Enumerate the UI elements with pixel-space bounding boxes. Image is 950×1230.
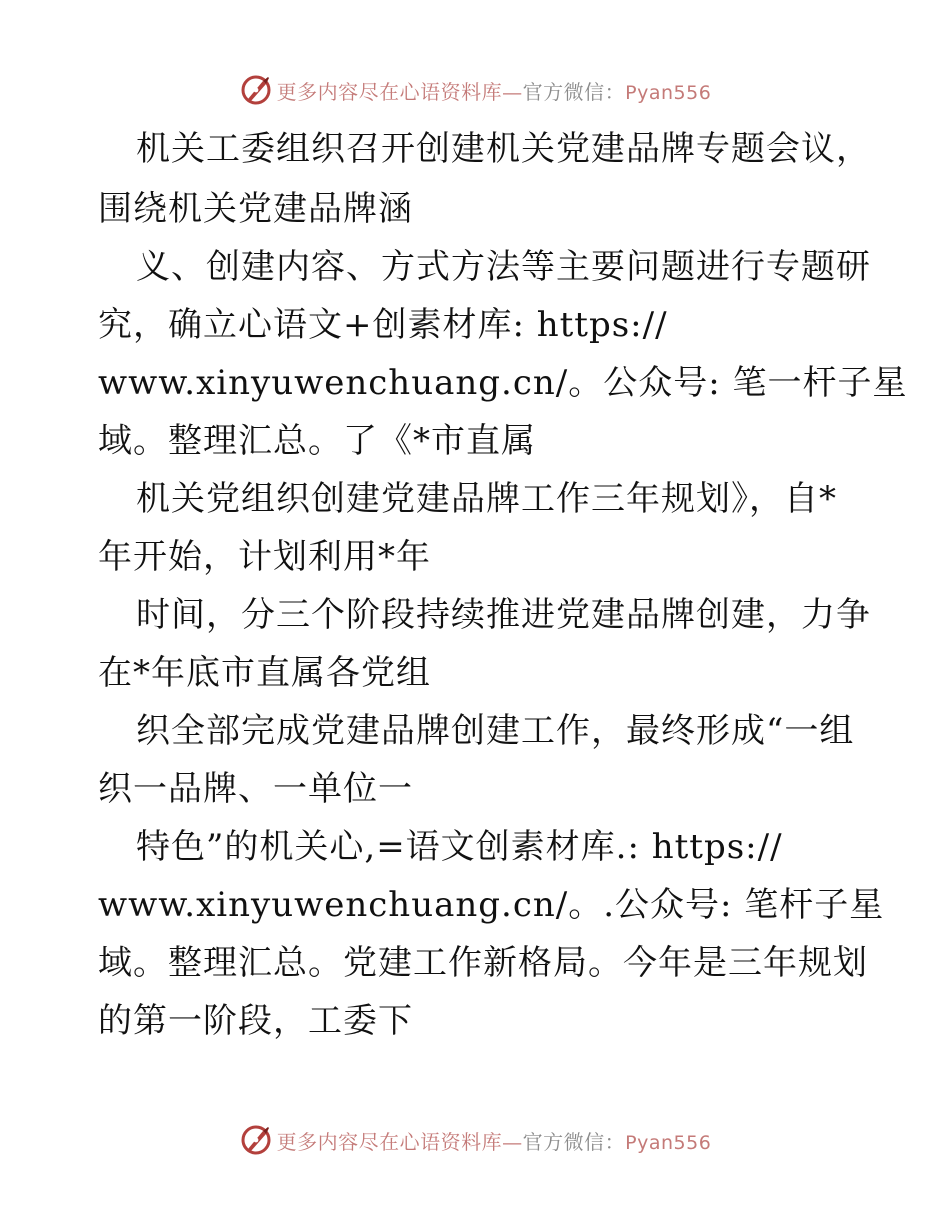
text-line-2: 围绕机关党建品牌涵 [98, 189, 413, 229]
text-line-8: 年开始，计划利用*年 [98, 537, 431, 577]
header-watermark-content [239, 73, 712, 107]
quill-pen-logo-icon [239, 1123, 273, 1157]
text-line-7: 机关党组织创建党建品牌工作三年规划》，自* [136, 479, 837, 519]
text-line-5: www.xinyuwenchuang.cn/。公众号: 笔一杆子星 [98, 363, 908, 403]
header-wechat-id: Pyan556 [625, 81, 712, 104]
text-line-11: 织全部完成党建品牌创建工作，最终形成“一组 [136, 711, 855, 751]
footer-wechat-label: 官方微信： [522, 1129, 626, 1154]
footer-wechat-id: Pyan556 [625, 1131, 712, 1154]
footer-watermark-content [239, 1123, 712, 1157]
text-line-12: 织一品牌、一单位一 [98, 769, 413, 809]
document-body [98, 120, 908, 1050]
text-line-16: 的第一阶段，工委下 [98, 1001, 413, 1041]
footer-promo-text: 更多内容尽在心语资料库 [276, 1129, 503, 1154]
footer-dash: — [502, 1129, 523, 1154]
header-wechat-label: 官方微信： [522, 79, 626, 104]
footer-watermark-text [277, 1126, 712, 1155]
text-line-1: 机关工委组织召开创建机关党建品牌专题会议， [136, 129, 871, 169]
footer-watermark-banner [0, 1120, 950, 1160]
quill-pen-logo-icon [239, 73, 273, 107]
text-line-13: 特色”的机关心,=语文创素材库.: https:// [136, 827, 783, 867]
text-line-14: www.xinyuwenchuang.cn/。.公众号: 笔杆子星 [98, 885, 885, 925]
text-line-3: 义、创建内容、方式方法等主要问题进行专题研 [136, 247, 871, 287]
text-line-10: 在*年底市直属各党组 [98, 653, 431, 693]
text-line-15: 域。整理汇总。党建工作新格局。今年是三年规划 [98, 943, 868, 983]
text-line-6: 域。整理汇总。了《*市直属 [98, 421, 536, 461]
text-line-9: 时间，分三个阶段持续推进党建品牌创建，力争 [136, 595, 871, 635]
text-line-4: 究，确立心语文+创素材库: https:// [98, 305, 668, 345]
header-promo-text: 更多内容尽在心语资料库 [276, 79, 503, 104]
header-dash: — [502, 79, 523, 104]
header-watermark-text [277, 76, 712, 105]
header-watermark-banner [0, 70, 950, 110]
